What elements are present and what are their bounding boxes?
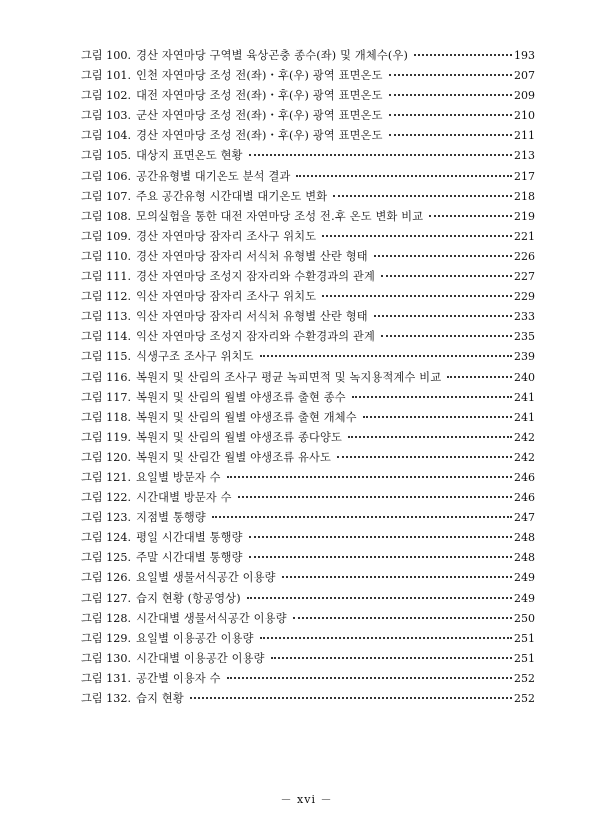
figure-title: 요일별 생물서식공간 이용량 [136, 571, 276, 585]
page-ref: 209 [514, 89, 535, 103]
figure-number: 그림 120. [81, 450, 132, 464]
figure-number: 그림 125. [81, 551, 132, 565]
figure-number: 그림 100. [81, 49, 132, 62]
toc-entry[interactable] [81, 308, 535, 328]
page-ref: 241 [514, 410, 535, 424]
toc-entry[interactable] [81, 429, 535, 449]
dot-leader [374, 315, 512, 317]
page-ref: 219 [514, 209, 535, 223]
figure-title: 평일 시간대별 통행량 [136, 531, 243, 545]
figure-title: 시간대별 이용공간 이용량 [136, 651, 265, 665]
dot-leader [348, 436, 512, 438]
toc-entry[interactable] [81, 47, 535, 67]
toc-entry[interactable] [81, 469, 535, 489]
figure-number: 그림 111. [81, 270, 132, 284]
page-ref: 207 [514, 69, 535, 83]
toc-entry[interactable] [81, 670, 535, 690]
dot-leader [322, 235, 512, 237]
page-ref: 218 [514, 189, 535, 203]
figure-number: 그림 107. [81, 189, 132, 203]
figure-title: 공간별 이용자 수 [136, 671, 221, 685]
figure-title: 대상지 표면온도 현황 [136, 149, 243, 163]
toc-entry[interactable] [81, 208, 535, 228]
figure-number: 그림 110. [81, 249, 132, 263]
page-ref: 193 [514, 49, 535, 62]
dot-leader [389, 114, 512, 116]
toc-entry[interactable] [81, 690, 535, 710]
dot-leader [322, 295, 512, 297]
page-ref: 248 [514, 551, 535, 565]
page-ref: 210 [514, 109, 535, 123]
dot-leader [429, 215, 512, 217]
dot-leader [414, 54, 512, 56]
toc-entry[interactable] [81, 248, 535, 268]
toc-entry[interactable] [81, 87, 535, 107]
page-ref: 213 [514, 149, 535, 163]
figure-title: 주요 공간유형 시간대별 대기온도 변화 [136, 189, 328, 203]
dot-leader [381, 335, 512, 337]
figure-title: 복원지 및 산림의 조사구 평균 녹피면적 및 녹지용적계수 비교 [136, 370, 442, 384]
figure-title: 복원지 및 산림의 월별 야생조류 출현 종수 [136, 390, 346, 404]
dot-leader [260, 355, 512, 357]
page-ref: 248 [514, 531, 535, 545]
page-ref: 229 [514, 290, 535, 304]
figure-title: 군산 자연마당 조성 전(좌)・후(우) 광역 표면온도 [136, 109, 383, 123]
figure-number: 그림 114. [81, 330, 132, 344]
dot-leader [249, 154, 512, 156]
toc-entry[interactable] [81, 188, 535, 208]
dot-leader [190, 697, 512, 699]
dot-leader [247, 597, 512, 599]
toc-entry[interactable] [81, 369, 535, 389]
toc-entry[interactable] [81, 529, 535, 549]
figure-number: 그림 112. [81, 290, 132, 304]
toc-entry[interactable] [81, 288, 535, 308]
dot-leader [374, 255, 512, 257]
dot-leader [249, 556, 512, 558]
toc-entry[interactable] [81, 569, 535, 589]
figure-number: 그림 102. [81, 89, 132, 103]
page-ref: 249 [514, 571, 535, 585]
figure-number: 그림 113. [81, 310, 132, 324]
figure-number: 그림 122. [81, 491, 132, 505]
figure-number: 그림 124. [81, 531, 132, 545]
figure-title: 습지 현황 [136, 692, 184, 705]
dot-leader [389, 94, 512, 96]
figure-title: 익산 자연마당 조성지 잠자리와 수환경과의 관계 [136, 330, 376, 344]
figure-title: 시간대별 방문자 수 [136, 491, 232, 505]
figure-number: 그림 130. [81, 651, 132, 665]
toc-entry[interactable] [81, 168, 535, 188]
figure-title: 인천 자연마당 조성 전(좌)・후(우) 광역 표면온도 [136, 69, 383, 83]
figure-number: 그림 104. [81, 129, 132, 143]
figure-title: 익산 자연마당 잠자리 조사구 위치도 [136, 290, 317, 304]
page-ref: 251 [514, 631, 535, 645]
page-ref: 250 [514, 611, 535, 625]
figure-title: 복원지 및 산림의 월별 야생조류 출현 개체수 [136, 410, 357, 424]
toc-entry[interactable] [81, 630, 535, 650]
dot-leader [271, 657, 512, 659]
figure-title: 경산 자연마당 구역별 육상곤충 종수(좌) 및 개체수(우) [136, 49, 409, 62]
dot-leader [260, 637, 512, 639]
figure-title: 습지 현황 (항공영상) [136, 591, 241, 605]
figure-number: 그림 118. [81, 410, 132, 424]
dot-leader [333, 195, 512, 197]
figure-number: 그림 121. [81, 470, 132, 484]
page-number: － xvi － [280, 793, 333, 806]
toc-entry[interactable] [81, 449, 535, 469]
page-ref: 249 [514, 591, 535, 605]
page-ref: 233 [514, 310, 535, 324]
toc-entry[interactable] [81, 650, 535, 670]
figure-title: 경산 자연마당 조성지 잠자리와 수환경과의 관계 [136, 270, 376, 284]
figure-title: 공간유형별 대기온도 분석 결과 [136, 169, 291, 183]
dot-leader [389, 134, 512, 136]
dot-leader [389, 74, 512, 76]
dot-leader [352, 396, 512, 398]
dot-leader [227, 677, 512, 679]
dot-leader [282, 576, 512, 578]
page-ref: 239 [514, 350, 535, 364]
toc-entry[interactable] [81, 328, 535, 348]
toc-entry[interactable] [81, 409, 535, 429]
page-ref: 247 [514, 511, 535, 525]
page-ref: 251 [514, 651, 535, 665]
figure-title: 요일별 이용공간 이용량 [136, 631, 254, 645]
figure-number: 그림 123. [81, 511, 132, 525]
figure-number: 그림 132. [81, 692, 132, 705]
figure-title: 지점별 통행량 [136, 511, 206, 525]
figure-title: 주말 시간대별 통행량 [136, 551, 243, 565]
figure-number: 그림 127. [81, 591, 132, 605]
page-ref: 246 [514, 491, 535, 505]
toc-entry[interactable] [81, 389, 535, 409]
dot-leader [296, 175, 512, 177]
figure-number: 그림 101. [81, 69, 132, 83]
toc-entry[interactable] [81, 268, 535, 288]
toc-entry[interactable] [81, 127, 535, 147]
dot-leader [227, 476, 512, 478]
figure-title: 대전 자연마당 조성 전(좌)・후(우) 광역 표면온도 [136, 89, 383, 103]
figure-number: 그림 106. [81, 169, 132, 183]
toc-entry[interactable] [81, 590, 535, 610]
toc-entry[interactable] [81, 348, 535, 368]
dot-leader [337, 456, 512, 458]
figure-number: 그림 128. [81, 611, 132, 625]
dot-leader [238, 496, 512, 498]
page-ref: 252 [514, 671, 535, 685]
figure-title: 경산 자연마당 잠자리 조사구 위치도 [136, 229, 317, 243]
figure-title: 경산 자연마당 잠자리 서식처 유형별 산란 형태 [136, 249, 368, 263]
figure-number: 그림 103. [81, 109, 132, 123]
page-ref: 221 [514, 229, 535, 243]
page-ref: 246 [514, 470, 535, 484]
page-ref: 235 [514, 330, 535, 344]
figure-title: 식생구조 조사구 위치도 [136, 350, 254, 364]
figure-number: 그림 109. [81, 229, 132, 243]
page-ref: 241 [514, 390, 535, 404]
toc-entry[interactable] [81, 147, 535, 167]
toc-entry[interactable] [81, 489, 535, 509]
figure-title: 익산 자연마당 잠자리 서식처 유형별 산란 형태 [136, 310, 368, 324]
toc-entry[interactable] [81, 549, 535, 569]
figure-title: 요일별 방문자 수 [136, 470, 221, 484]
page-ref: 217 [514, 169, 535, 183]
figure-number: 그림 119. [81, 430, 132, 444]
dot-leader [212, 516, 512, 518]
dot-leader [293, 617, 512, 619]
figure-title: 시간대별 생물서식공간 이용량 [136, 611, 287, 625]
figure-number: 그림 108. [81, 209, 132, 223]
figure-number: 그림 117. [81, 390, 132, 404]
figure-number: 그림 115. [81, 350, 132, 364]
figure-title: 복원지 및 산림간 월별 야생조류 유사도 [136, 450, 331, 464]
dot-leader [447, 376, 512, 378]
figure-list [81, 47, 535, 710]
toc-entry[interactable] [81, 107, 535, 127]
page-ref: 211 [514, 129, 535, 143]
figure-title: 복원지 및 산림의 월별 야생조류 종다양도 [136, 430, 342, 444]
page-ref: 242 [514, 430, 535, 444]
page-ref: 226 [514, 249, 535, 263]
toc-entry[interactable] [81, 67, 535, 87]
page-ref: 227 [514, 270, 535, 284]
page-ref: 242 [514, 450, 535, 464]
dot-leader [249, 536, 512, 538]
toc-entry[interactable] [81, 509, 535, 529]
figure-title: 모의실험을 통한 대전 자연마당 조성 전․후 온도 변화 비교 [136, 209, 424, 223]
dot-leader [381, 275, 512, 277]
figure-number: 그림 116. [81, 370, 132, 384]
figure-number: 그림 105. [81, 149, 132, 163]
figure-number: 그림 131. [81, 671, 132, 685]
page-ref: 240 [514, 370, 535, 384]
dot-leader [363, 416, 512, 418]
figure-title: 경산 자연마당 조성 전(좌)・후(우) 광역 표면온도 [136, 129, 383, 143]
figure-number: 그림 129. [81, 631, 132, 645]
page-ref: 252 [514, 692, 535, 705]
toc-entry[interactable] [81, 610, 535, 630]
figure-number: 그림 126. [81, 571, 132, 585]
toc-entry[interactable] [81, 228, 535, 248]
